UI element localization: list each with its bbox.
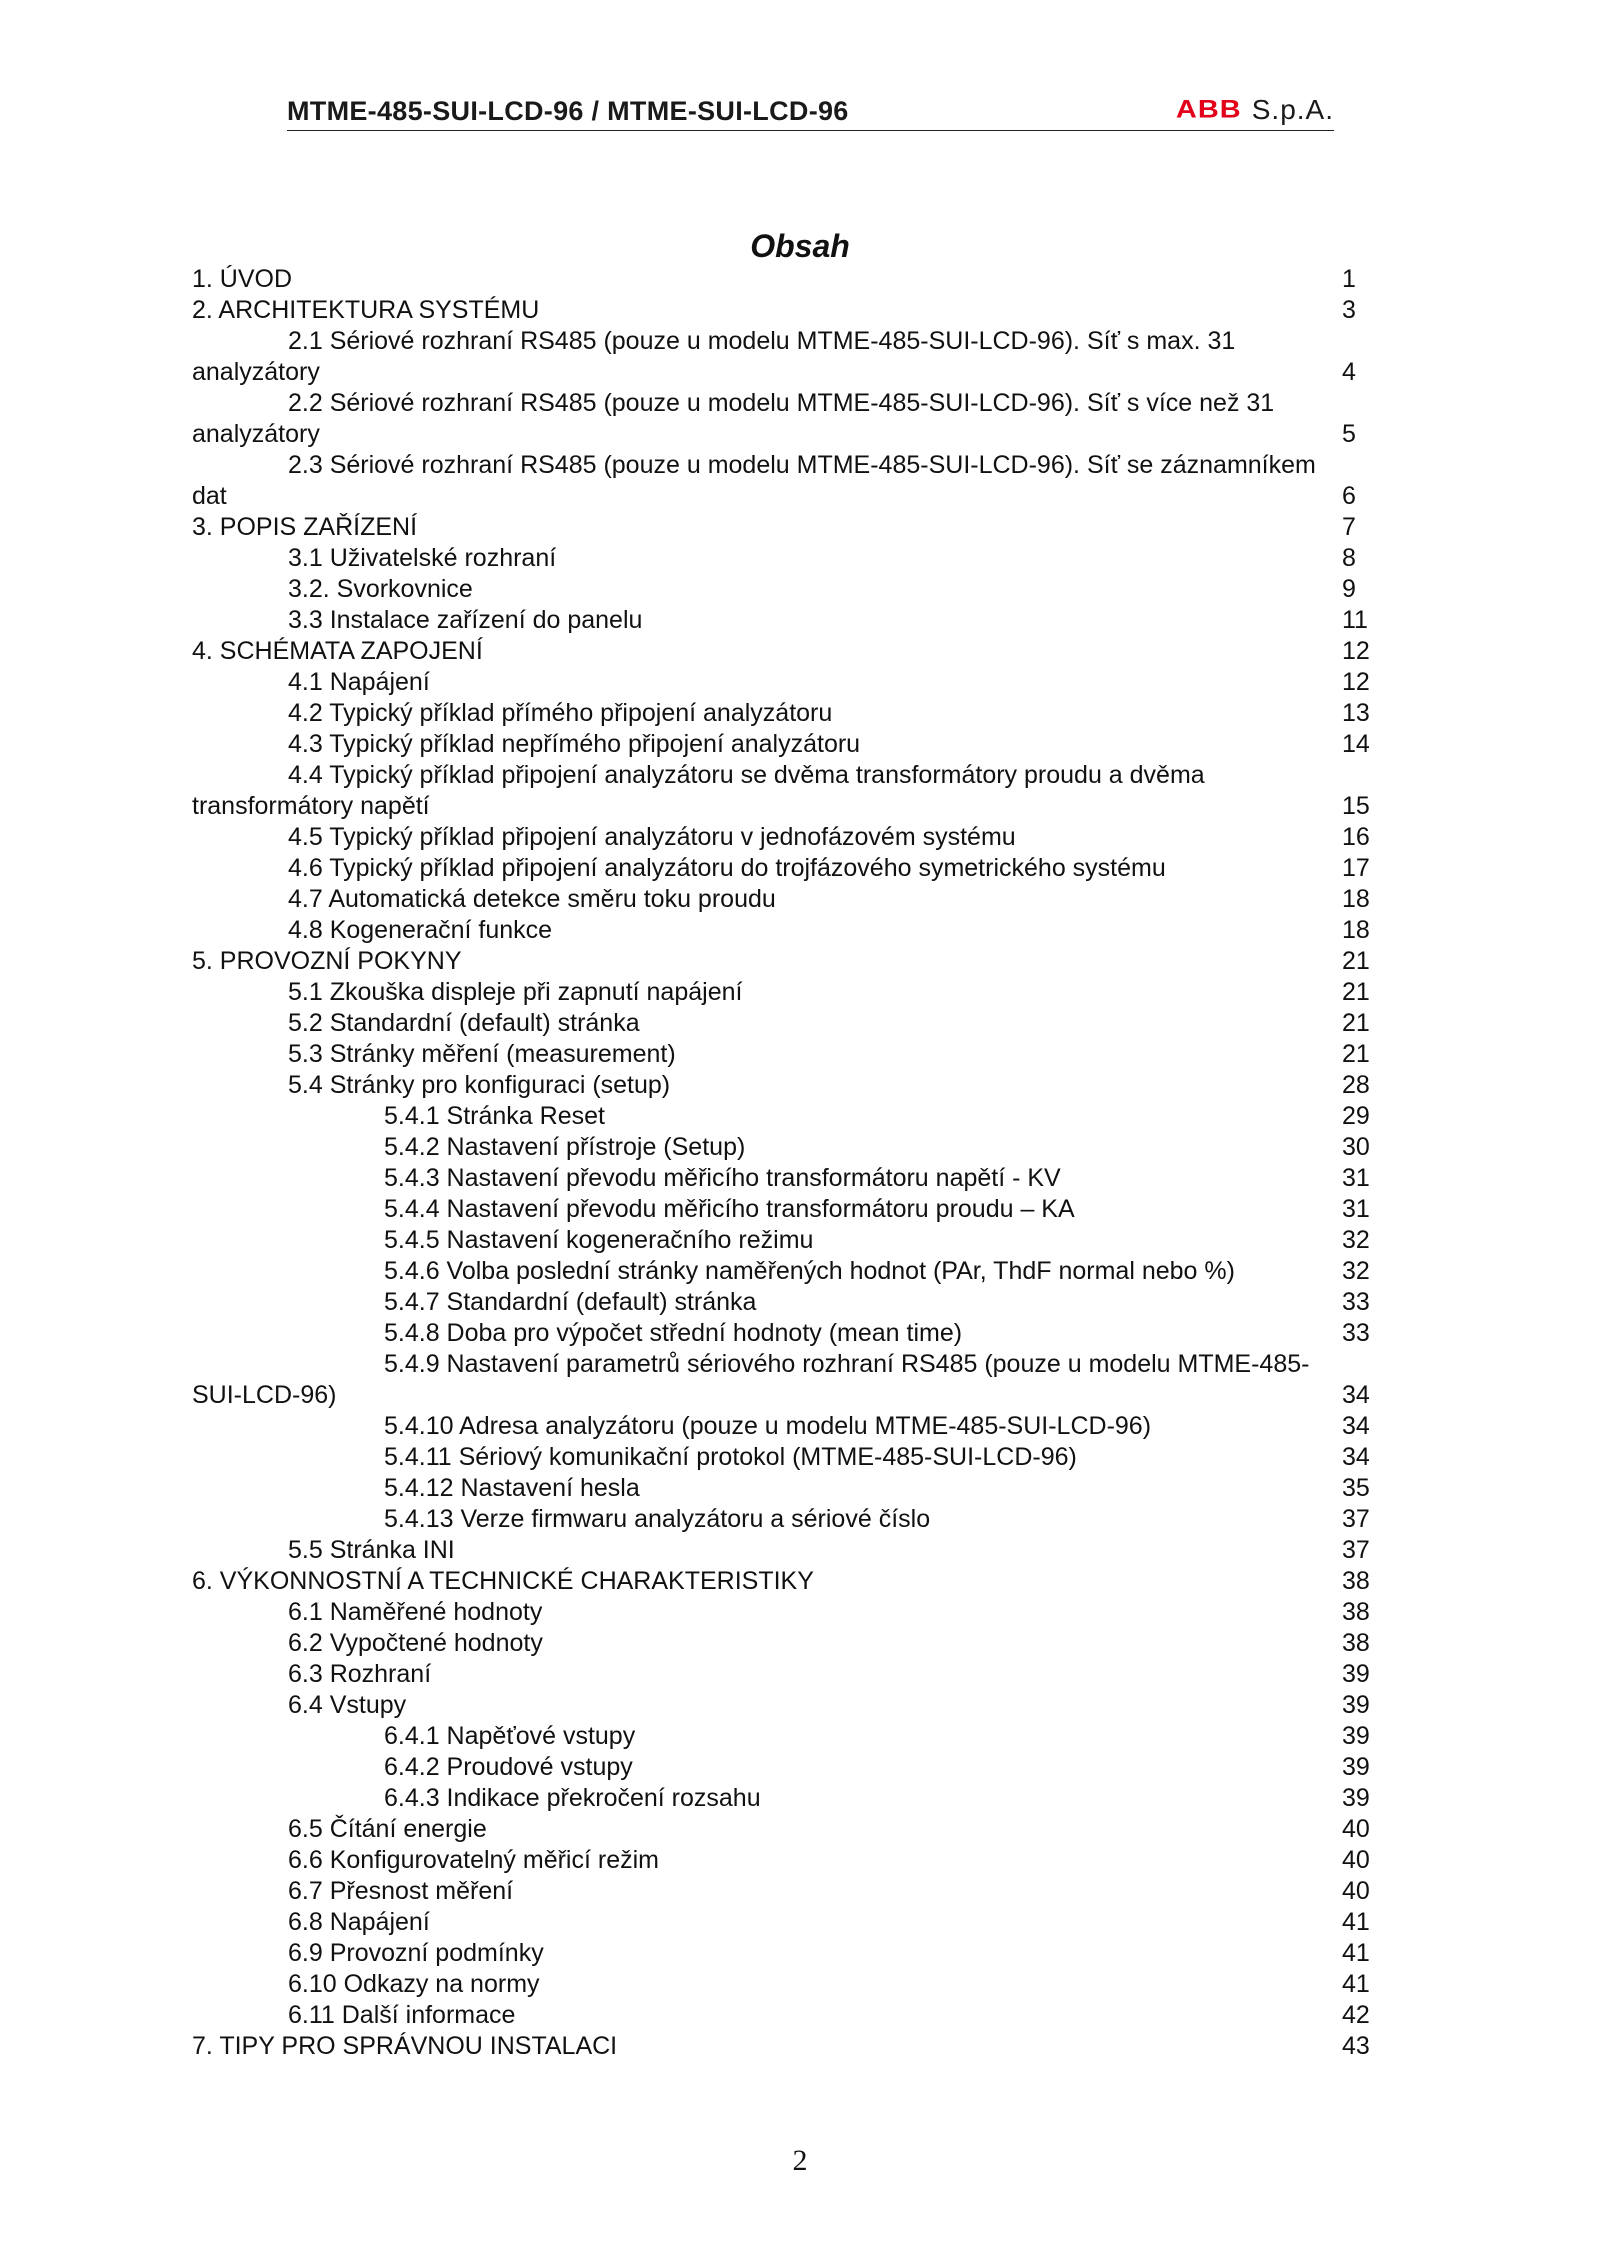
toc-entry-page: 42 <box>1342 2001 1370 2029</box>
toc-entry <box>192 1535 1372 1566</box>
toc-entry <box>192 1225 1372 1256</box>
toc-entry <box>192 760 1372 791</box>
toc-entry <box>192 1628 1372 1659</box>
toc-entry-page: 21 <box>1342 978 1370 1006</box>
page-number: 2 <box>792 2144 808 2177</box>
toc-entry-title: 5.3 Stránky měření (measurement) <box>288 1040 676 1068</box>
toc-entry <box>192 512 1372 543</box>
toc-entry <box>192 295 1372 326</box>
toc-entry-page: 13 <box>1342 699 1370 727</box>
toc-entry-title: 2. ARCHITEKTURA SYSTÉMU <box>192 296 540 324</box>
toc-entry-page: 39 <box>1342 1722 1370 1750</box>
toc-entry-title: 4.1 Napájení <box>288 668 430 696</box>
abb-logo: ABB <box>1175 96 1242 124</box>
toc-entry-page: 39 <box>1342 1691 1370 1719</box>
toc-entry-title: 2.1 Sériové rozhraní RS485 (pouze u modelu MTME-485-SUI-LCD-96). Síť s max. 31 <box>288 327 1236 355</box>
toc-entry-title: 5.4.7 Standardní (default) stránka <box>384 1288 757 1316</box>
toc-entry <box>192 2031 1372 2062</box>
toc-entry-title: 6.6 Konfigurovatelný měřicí režim <box>288 1846 659 1874</box>
toc-entry-title: 6.1 Naměřené hodnoty <box>288 1598 543 1626</box>
toc-entry-page: 34 <box>1342 1381 1370 1409</box>
toc-entry <box>192 1814 1372 1845</box>
toc-entry-page: 37 <box>1342 1505 1370 1533</box>
toc-entry-page: 39 <box>1342 1660 1370 1688</box>
toc-entry-title: 5.4.12 Nastavení hesla <box>384 1474 640 1502</box>
toc-entry-page: 34 <box>1342 1412 1370 1440</box>
toc-entry-title: 3.2. Svorkovnice <box>288 575 473 603</box>
toc-entry <box>192 1256 1372 1287</box>
toc-entry-title: 4.7 Automatická detekce směru toku proudu <box>288 885 776 913</box>
toc-entry-title: 4. SCHÉMATA ZAPOJENÍ <box>192 637 483 665</box>
toc-entry-title: 4.6 Typický příklad připojení analyzátoru do trojfázového symetrického systému <box>288 854 1166 882</box>
toc-entry <box>192 1411 1372 1442</box>
toc-entry-page: 18 <box>1342 885 1370 913</box>
toc-entry-page: 12 <box>1342 668 1370 696</box>
toc-entry <box>192 636 1372 667</box>
toc-entry-page: 12 <box>1342 637 1370 665</box>
toc-entry <box>192 1566 1372 1597</box>
toc-entry <box>192 543 1372 574</box>
toc-entry <box>192 1783 1372 1814</box>
toc-entry-title: 6.3 Rozhraní <box>288 1660 432 1688</box>
toc-entry-title: 6.7 Přesnost měření <box>288 1877 514 1905</box>
toc-entry-title: 1. ÚVOD <box>192 265 293 293</box>
toc-entry <box>192 1845 1372 1876</box>
toc-entry-page: 33 <box>1342 1319 1370 1347</box>
toc-entry-page: 6 <box>1342 482 1356 510</box>
brand-suffix: S.p.A. <box>1251 94 1334 125</box>
brand <box>1176 94 1334 127</box>
toc-entry-page: 34 <box>1342 1443 1370 1471</box>
toc-entry-title: 6.4 Vstupy <box>288 1691 407 1719</box>
toc-entry <box>192 605 1372 636</box>
toc-entry <box>192 481 1372 512</box>
toc-entry-page: 32 <box>1342 1226 1370 1254</box>
toc-entry-title: 5.4.6 Volba poslední stránky naměřených hodnot (PAr, ThdF normal nebo %) <box>384 1257 1235 1285</box>
toc-entry <box>192 326 1372 357</box>
toc-entry <box>192 1876 1372 1907</box>
toc-entry <box>192 450 1372 481</box>
toc-entry-title: 6.11 Další informace <box>288 2001 516 2029</box>
toc-entry-title: 6.8 Napájení <box>288 1908 430 1936</box>
toc-entry-page: 28 <box>1342 1071 1370 1099</box>
toc-entry <box>192 1287 1372 1318</box>
toc-entry-title: 4.5 Typický příklad připojení analyzátoru v jednofázovém systému <box>288 823 1016 851</box>
toc-entry <box>192 1690 1372 1721</box>
toc-entry-page: 35 <box>1342 1474 1370 1502</box>
toc-entry <box>192 1504 1372 1535</box>
toc-entry <box>192 388 1372 419</box>
toc-entry-title: 5.4.11 Sériový komunikační protokol (MTME-485-SUI-LCD-96) <box>384 1443 1077 1471</box>
page-header <box>287 96 1334 131</box>
toc-entry <box>192 1597 1372 1628</box>
toc-entry-title: 5.4.3 Nastavení převodu měřicího transformátoru napětí - KV <box>384 1164 1061 1192</box>
toc-entry <box>192 574 1372 605</box>
toc-entry-page: 29 <box>1342 1102 1370 1130</box>
toc-entry <box>192 1132 1372 1163</box>
toc-entry <box>192 1039 1372 1070</box>
toc-entry <box>192 1318 1372 1349</box>
toc-entry <box>192 791 1372 822</box>
toc-entry-page: 8 <box>1342 544 1356 572</box>
toc-entry-page: 17 <box>1342 854 1370 882</box>
toc-entry-title: 5.4 Stránky pro konfiguraci (setup) <box>288 1071 671 1099</box>
toc-entry-page: 21 <box>1342 947 1370 975</box>
toc-entry-page: 18 <box>1342 916 1370 944</box>
toc-entry-page: 40 <box>1342 1877 1370 1905</box>
toc-entry-title: 3. POPIS ZAŘÍZENÍ <box>192 513 418 541</box>
toc-entry-title: dat <box>192 482 227 510</box>
toc-entry-title: analyzátory <box>192 358 320 386</box>
toc-entry-title: 5.5 Stránka INI <box>288 1536 455 1564</box>
toc-entry <box>192 1349 1372 1380</box>
toc-entry-page: 7 <box>1342 513 1356 541</box>
toc-entry-page: 32 <box>1342 1257 1370 1285</box>
toc-entry-page: 43 <box>1342 2032 1370 2060</box>
toc-entry-page: 41 <box>1342 1970 1370 1998</box>
toc-entry-page: 38 <box>1342 1567 1370 1595</box>
toc-entry-title: transformátory napětí <box>192 792 430 820</box>
toc-entry-title: 2.2 Sériové rozhraní RS485 (pouze u modelu MTME-485-SUI-LCD-96). Síť s více než 31 <box>288 389 1275 417</box>
toc-entry-page: 31 <box>1342 1164 1370 1192</box>
toc-entry-page: 1 <box>1342 265 1356 293</box>
toc-entry <box>192 1380 1372 1411</box>
toc-entry <box>192 729 1372 760</box>
toc-entry-page: 39 <box>1342 1753 1370 1781</box>
toc-entry-title: 5.4.8 Doba pro výpočet střední hodnoty (mean time) <box>384 1319 963 1347</box>
toc-entry-page: 41 <box>1342 1908 1370 1936</box>
toc-entry-page: 38 <box>1342 1598 1370 1626</box>
toc-entry <box>192 822 1372 853</box>
toc-entry <box>192 915 1372 946</box>
toc-entry <box>192 1659 1372 1690</box>
toc-entry-title: 5.4.1 Stránka Reset <box>384 1102 605 1130</box>
toc-entry-page: 11 <box>1342 606 1368 634</box>
toc-entry-title: 3.3 Instalace zařízení do panelu <box>288 606 643 634</box>
toc-entry-page: 31 <box>1342 1195 1370 1223</box>
toc-entry <box>192 419 1372 450</box>
document-code: MTME-485-SUI-LCD-96 / MTME-SUI-LCD-96 <box>287 96 849 126</box>
toc-entry <box>192 1101 1372 1132</box>
toc-entry <box>192 357 1372 388</box>
toc-entry <box>192 853 1372 884</box>
toc-entry-title: 5.2 Standardní (default) stránka <box>288 1009 640 1037</box>
toc-entry-title: SUI-LCD-96) <box>192 1381 337 1409</box>
toc-entry <box>192 1070 1372 1101</box>
toc-entry-page: 40 <box>1342 1846 1370 1874</box>
toc-entry-title: 6. VÝKONNOSTNÍ A TECHNICKÉ CHARAKTERISTIKY <box>192 1567 814 1595</box>
toc-entry-page: 41 <box>1342 1939 1370 1967</box>
toc-entry-title: 5.4.5 Nastavení kogeneračního režimu <box>384 1226 814 1254</box>
toc-entry-title: 6.4.2 Proudové vstupy <box>384 1753 633 1781</box>
toc-entry-page: 38 <box>1342 1629 1370 1657</box>
toc-entry <box>192 1969 1372 2000</box>
toc-title: Obsah <box>750 228 850 264</box>
table-of-contents <box>192 264 1372 2062</box>
toc-entry-title: 6.4.1 Napěťové vstupy <box>384 1722 636 1750</box>
toc-entry <box>192 1163 1372 1194</box>
toc-entry-title: 5. PROVOZNÍ POKYNY <box>192 947 462 975</box>
toc-entry-title: 5.4.9 Nastavení parametrů sériového rozhraní RS485 (pouze u modelu MTME-485- <box>384 1350 1310 1378</box>
toc-entry-page: 14 <box>1342 730 1370 758</box>
toc-entry-page: 33 <box>1342 1288 1370 1316</box>
toc-entry <box>192 884 1372 915</box>
toc-entry <box>192 946 1372 977</box>
toc-entry-title: 5.4.4 Nastavení převodu měřicího transformátoru proudu – KA <box>384 1195 1075 1223</box>
toc-entry-title: 2.3 Sériové rozhraní RS485 (pouze u modelu MTME-485-SUI-LCD-96). Síť se záznamníkem <box>288 451 1316 479</box>
toc-entry <box>192 698 1372 729</box>
toc-entry-title: 6.10 Odkazy na normy <box>288 1970 540 1998</box>
toc-entry <box>192 667 1372 698</box>
toc-entry-title: 4.8 Kogenerační funkce <box>288 916 553 944</box>
toc-entry-page: 30 <box>1342 1133 1370 1161</box>
toc-entry-title: 4.4 Typický příklad připojení analyzátoru se dvěma transformátory proudu a dvěma <box>288 761 1205 789</box>
toc-entry-title: 5.1 Zkouška displeje při zapnutí napájení <box>288 978 743 1006</box>
toc-entry-page: 9 <box>1342 575 1356 603</box>
toc-entry <box>192 1907 1372 1938</box>
toc-entry-page: 21 <box>1342 1009 1370 1037</box>
toc-entry-title: analyzátory <box>192 420 320 448</box>
toc-entry-page: 16 <box>1342 823 1370 851</box>
toc-entry-title: 5.4.13 Verze firmwaru analyzátoru a sériové číslo <box>384 1505 931 1533</box>
toc-entry-page: 39 <box>1342 1784 1370 1812</box>
toc-entry <box>192 1473 1372 1504</box>
toc-entry-title: 5.4.10 Adresa analyzátoru (pouze u modelu MTME-485-SUI-LCD-96) <box>384 1412 1152 1440</box>
toc-entry-page: 5 <box>1342 420 1356 448</box>
toc-entry-title: 7. TIPY PRO SPRÁVNOU INSTALACI <box>192 2032 618 2060</box>
toc-entry-title: 4.3 Typický příklad nepřímého připojení analyzátoru <box>288 730 861 758</box>
toc-entry-page: 3 <box>1342 296 1356 324</box>
toc-entry-title: 3.1 Uživatelské rozhraní <box>288 544 557 572</box>
toc-entry <box>192 1938 1372 1969</box>
toc-entry <box>192 1194 1372 1225</box>
toc-entry <box>192 1008 1372 1039</box>
toc-entry-title: 6.4.3 Indikace překročení rozsahu <box>384 1784 761 1812</box>
toc-entry <box>192 264 1372 295</box>
toc-entry-page: 37 <box>1342 1536 1370 1564</box>
toc-entry-page: 21 <box>1342 1040 1370 1068</box>
toc-entry-title: 4.2 Typický příklad přímého připojení analyzátoru <box>288 699 833 727</box>
toc-entry <box>192 977 1372 1008</box>
toc-entry-page: 4 <box>1342 358 1356 386</box>
toc-entry <box>192 2000 1372 2031</box>
toc-entry-title: 6.5 Čítání energie <box>288 1815 487 1843</box>
toc-entry <box>192 1752 1372 1783</box>
toc-entry-title: 6.2 Vypočtené hodnoty <box>288 1629 543 1657</box>
toc-entry <box>192 1442 1372 1473</box>
toc-entry-page: 15 <box>1342 792 1370 820</box>
toc-entry-page: 40 <box>1342 1815 1370 1843</box>
toc-entry-title: 6.9 Provozní podmínky <box>288 1939 544 1967</box>
toc-entry-title: 5.4.2 Nastavení přístroje (Setup) <box>384 1133 746 1161</box>
toc-entry <box>192 1721 1372 1752</box>
